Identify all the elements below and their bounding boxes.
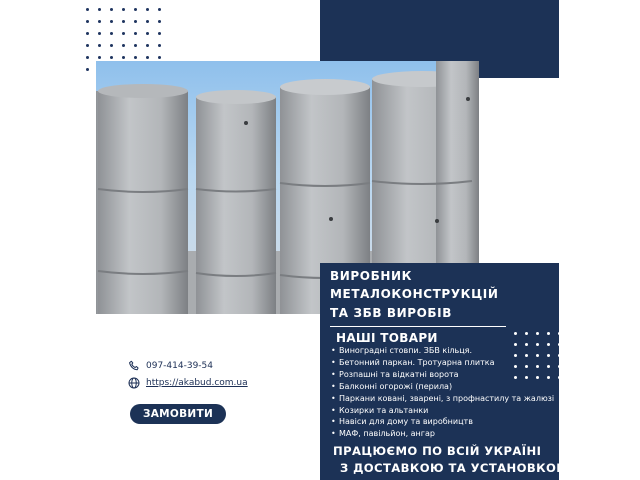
dot (134, 20, 137, 23)
list-item: • Виноградні стовпи. ЗБВ кільця. (331, 345, 554, 357)
footer-line-1: ПРАЦЮЄМО ПО ВСІЙ УКРАЇНІ (333, 444, 542, 458)
dot (514, 365, 517, 368)
phone-number: 097-414-39-54 (146, 361, 214, 371)
dot (110, 44, 113, 47)
dot (558, 376, 561, 379)
list-item: • Навіси для дому та виробництв (331, 416, 554, 428)
phone-contact[interactable] (128, 360, 213, 372)
dot (547, 354, 550, 357)
dot (86, 56, 89, 59)
products-title: НАШІ ТОВАРИ (336, 331, 438, 345)
website-url: https://akabud.com.ua (146, 378, 248, 388)
dot (146, 44, 149, 47)
dot (514, 376, 517, 379)
list-item: • Паркани ковані, зварені, з профнастилу та жалюзі (331, 393, 554, 405)
dot (158, 8, 161, 11)
dot (146, 56, 149, 59)
dot (122, 32, 125, 35)
dot (558, 354, 561, 357)
dot (146, 20, 149, 23)
dot (110, 32, 113, 35)
dot (547, 332, 550, 335)
list-item: • Балконні огорожі (перила) (331, 381, 554, 393)
dot (547, 365, 550, 368)
dot (110, 8, 113, 11)
dot (558, 343, 561, 346)
dot (158, 56, 161, 59)
dot (525, 332, 528, 335)
website-link[interactable] (128, 377, 248, 389)
dot (536, 376, 539, 379)
dot (158, 44, 161, 47)
decorative-dots-right (514, 332, 561, 379)
dot (134, 32, 137, 35)
phone-icon (128, 360, 140, 372)
dot (86, 32, 89, 35)
dot (146, 32, 149, 35)
dot (122, 56, 125, 59)
heading-line-3: ТА ЗБВ ВИРОБІВ (330, 306, 452, 320)
list-item: • Бетонний паркан. Тротуарна плитка (331, 357, 554, 369)
dot (122, 8, 125, 11)
dot (525, 365, 528, 368)
heading-line-2: МЕТАЛОКОНСТРУКЦІЙ (330, 287, 499, 301)
dot (514, 354, 517, 357)
footer-line-2: З ДОСТАВКОЮ ТА УСТАНОВКОЮ (340, 461, 571, 475)
dot (134, 44, 137, 47)
dot (525, 343, 528, 346)
list-item: • Розпашні та відкатні ворота (331, 369, 554, 381)
dot (134, 8, 137, 11)
dot (98, 32, 101, 35)
dot (525, 376, 528, 379)
dot (547, 376, 550, 379)
dot (110, 20, 113, 23)
dot (158, 32, 161, 35)
dot (86, 68, 89, 71)
dot (122, 20, 125, 23)
dot (98, 56, 101, 59)
dot (536, 365, 539, 368)
list-item: • МАФ, павільйон, ангар (331, 428, 554, 440)
dot (558, 365, 561, 368)
dot (86, 44, 89, 47)
dot (122, 44, 125, 47)
heading-divider (330, 326, 506, 327)
dot (86, 8, 89, 11)
order-button[interactable]: ЗАМОВИТИ (130, 404, 226, 424)
dot (134, 56, 137, 59)
dot (536, 354, 539, 357)
dot (98, 8, 101, 11)
dot (86, 20, 89, 23)
dot (98, 20, 101, 23)
dot (558, 332, 561, 335)
dot (525, 354, 528, 357)
list-item: • Козирки та альтанки (331, 405, 554, 417)
dot (536, 343, 539, 346)
dot (514, 343, 517, 346)
dot (98, 44, 101, 47)
dot (158, 20, 161, 23)
dot (536, 332, 539, 335)
dot (146, 8, 149, 11)
globe-icon (128, 377, 140, 389)
dot (514, 332, 517, 335)
heading-line-1: ВИРОБНИК (330, 269, 413, 283)
dot (110, 56, 113, 59)
dot (547, 343, 550, 346)
